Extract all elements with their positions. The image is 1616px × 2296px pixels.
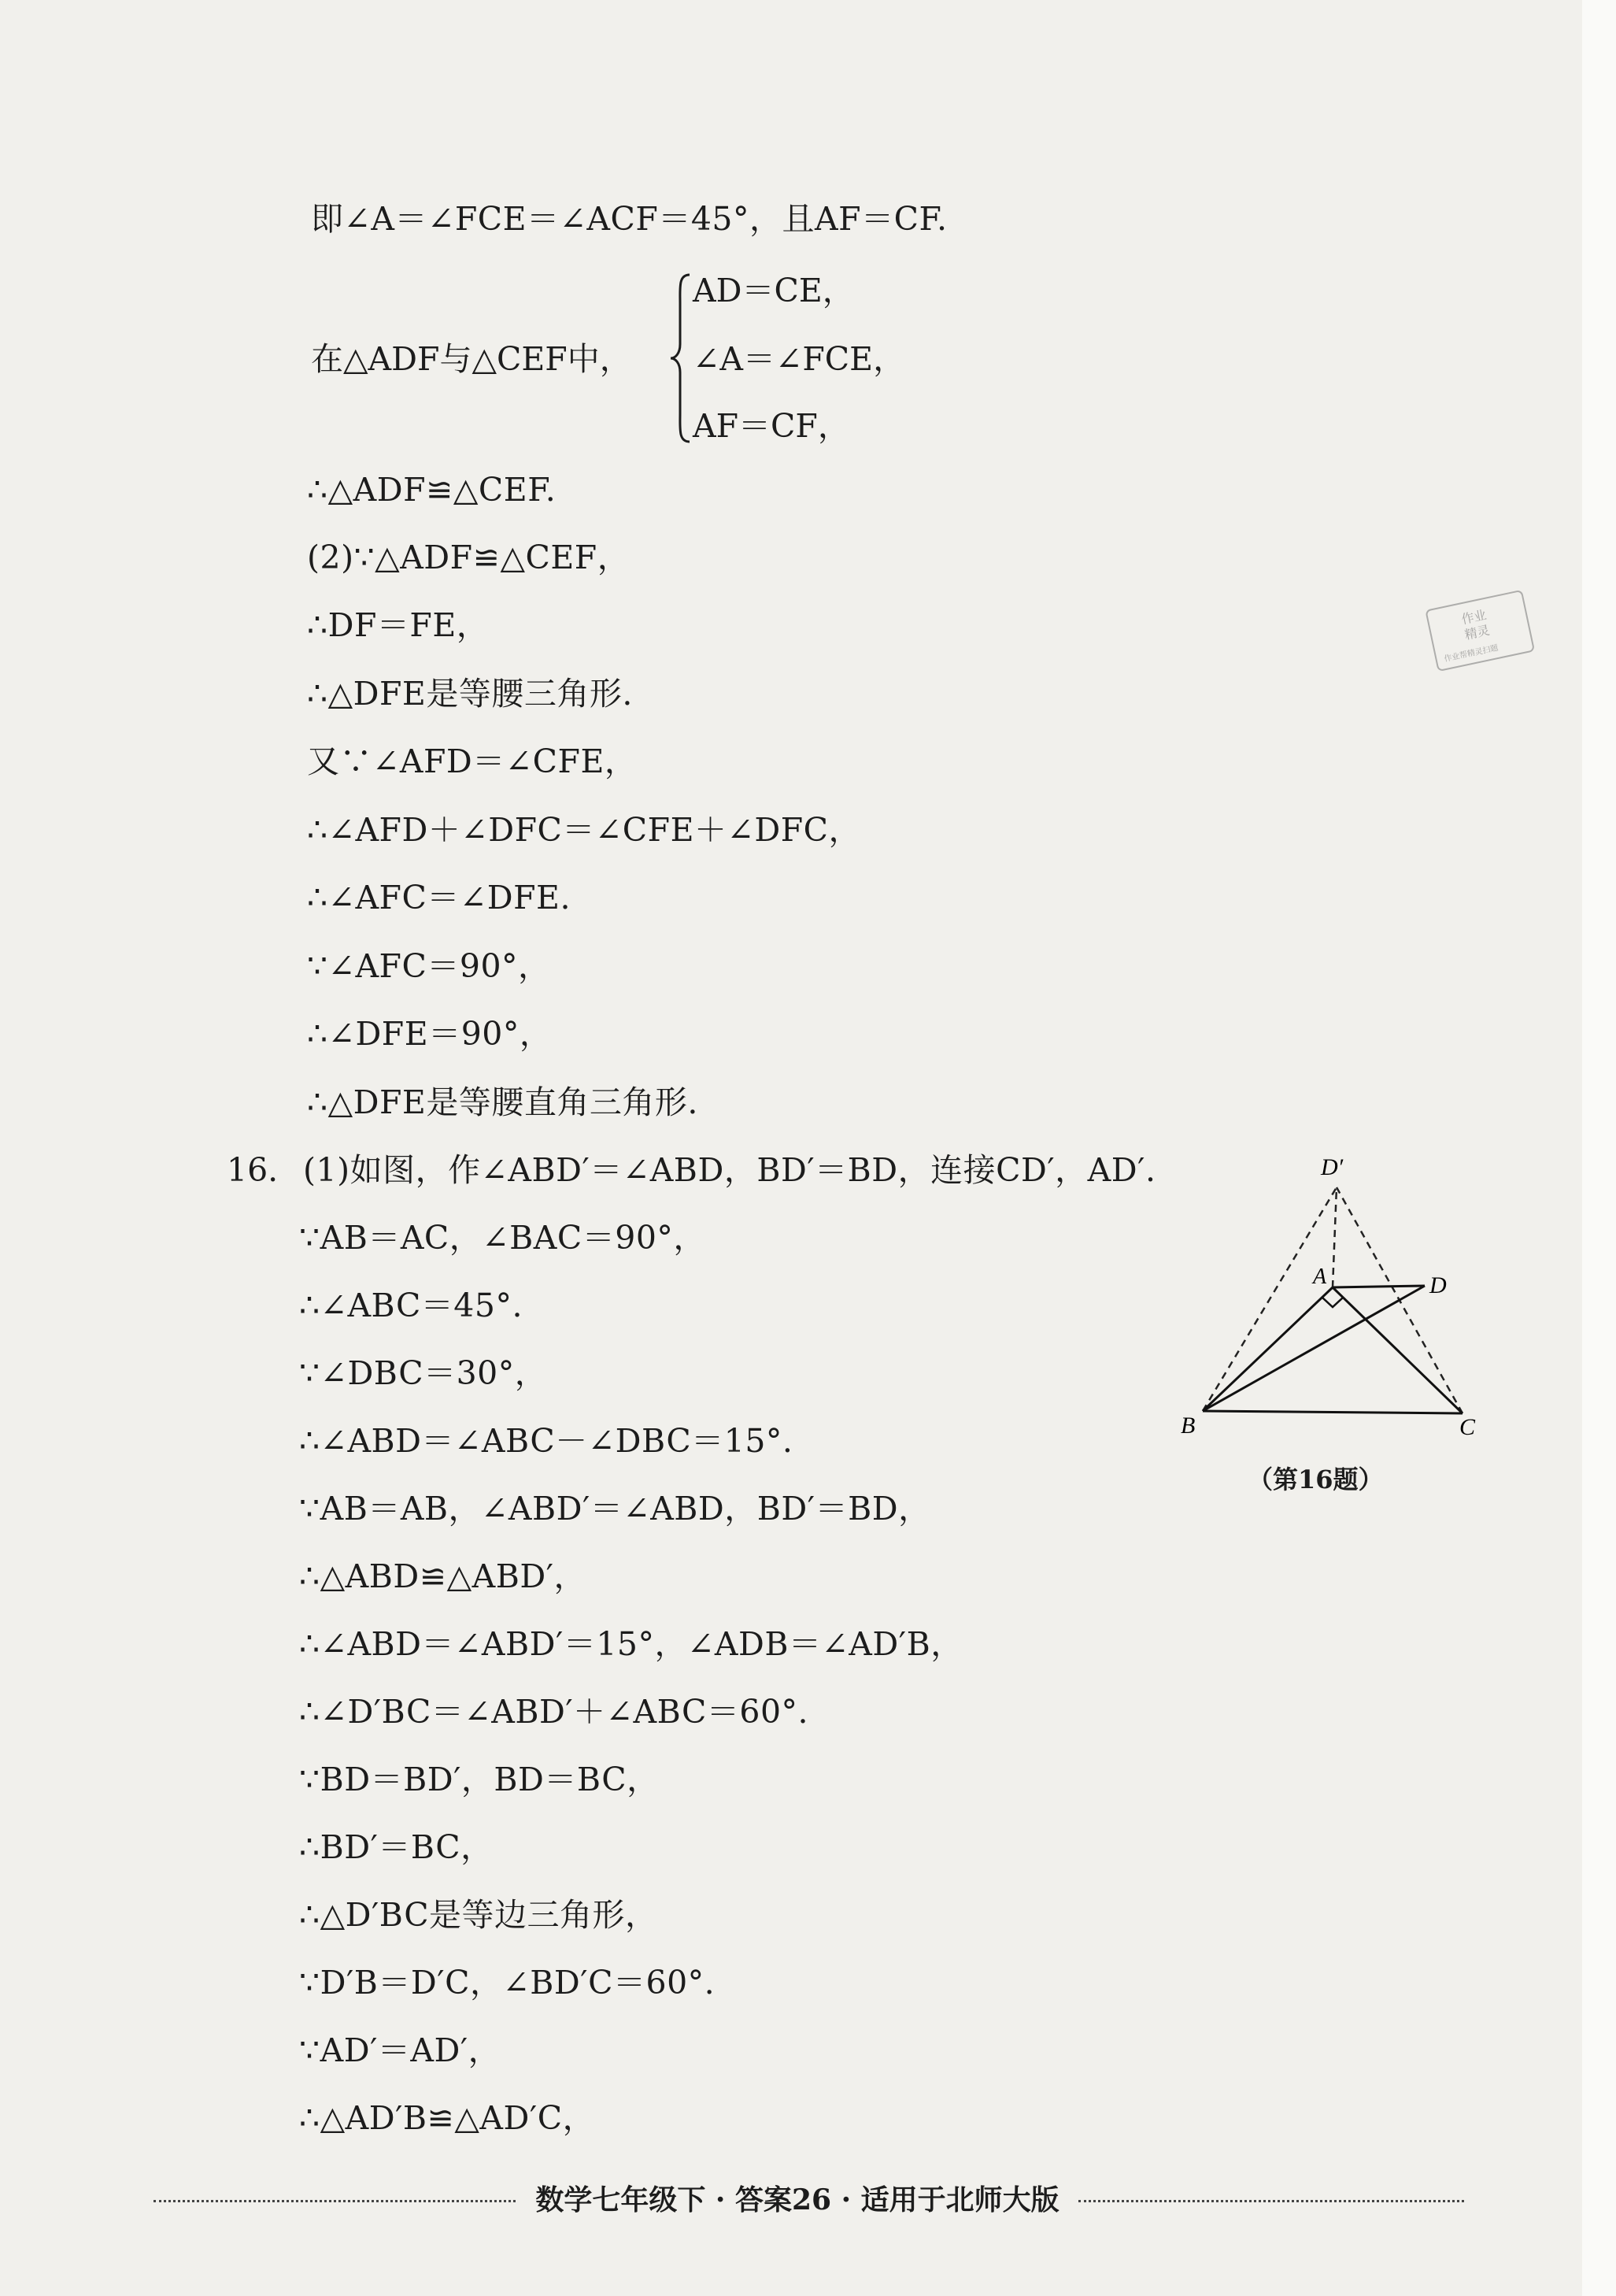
- text-line: ∵D′B＝D′C，∠BD′C＝60°.: [299, 1964, 716, 2002]
- label-Dprime: D′: [1321, 1157, 1344, 1180]
- segment-AC: [1333, 1287, 1463, 1413]
- text-line: ∴∠AFC＝∠DFE.: [307, 879, 571, 917]
- segment-AD: [1333, 1286, 1425, 1287]
- figure-caption: （第16题）: [1248, 1465, 1384, 1494]
- text-line: 又∵∠AFD＝∠CFE，: [307, 742, 638, 780]
- text-line: ∴BD′＝BC，: [299, 1828, 494, 1866]
- text-line: 即∠A＝∠FCE＝∠ACF＝45°，且AF＝CF.: [311, 200, 948, 238]
- text-line: ∵AD′＝AD′，: [299, 2031, 501, 2069]
- label-C: C: [1459, 1414, 1476, 1440]
- equation-system: [311, 264, 941, 453]
- page-footer: 数学七年级下 · 答案26 · 适用于北师大版: [535, 2183, 1059, 2216]
- text-line: ∵AB＝AB，∠ABD′＝∠ABD，BD′＝BD，: [299, 1490, 931, 1528]
- segment-BC: [1203, 1411, 1463, 1413]
- text-line: ∴△DFE是等腰直角三角形.: [307, 1083, 698, 1121]
- segment-ADprime: [1333, 1187, 1337, 1287]
- system-lead: 在△ADF与△CEF中，: [311, 340, 632, 378]
- left-brace-icon: [669, 272, 693, 445]
- text-line: ∴△AD′B≌△AD′C，: [299, 2099, 596, 2137]
- footer-divider-right: [1078, 2200, 1464, 2202]
- text-line: ∴DF＝FE，: [307, 606, 490, 644]
- system-item: AF＝CF，: [693, 407, 850, 445]
- page-edge: [1582, 0, 1616, 2296]
- text-line: ∴∠DFE＝90°，: [307, 1015, 553, 1053]
- text-line: ∵∠AFC＝90°，: [307, 947, 551, 985]
- text-line: (1)如图，作∠ABD′＝∠ABD，BD′＝BD，连接CD′，AD′.: [303, 1151, 1156, 1189]
- text-line: ∵∠DBC＝30°，: [299, 1354, 548, 1392]
- text-line: ∵BD＝BD′，BD＝BC，: [299, 1761, 660, 1798]
- label-D: D: [1429, 1272, 1447, 1298]
- svg-text:作业帮精灵扫题: 作业帮精灵扫题: [1443, 643, 1500, 665]
- geometry-figure: [1165, 1157, 1496, 1488]
- text-line: ∴∠ABD＝∠ABD′＝15°，∠ADB＝∠AD′B，: [299, 1625, 963, 1663]
- text-line: ∴△ABD≌△ABD′，: [299, 1557, 587, 1595]
- text-line: ∴△ADF≌△CEF.: [307, 471, 557, 509]
- label-B: B: [1181, 1413, 1196, 1439]
- text-line: ∴∠AFD＋∠DFC＝∠CFE＋∠DFC，: [307, 811, 862, 849]
- label-A: A: [1313, 1265, 1327, 1289]
- segment-BDprime: [1203, 1187, 1337, 1411]
- svg-text:作业: 作业: [1459, 607, 1488, 628]
- text-line: ∴∠ABD＝∠ABC－∠DBC＝15°.: [299, 1422, 793, 1460]
- system-item: AD＝CE，: [693, 272, 855, 309]
- text-line: (2)∵△ADF≌△CEF，: [307, 539, 630, 576]
- system-item: ∠A＝∠FCE，: [693, 340, 906, 378]
- text-line: ∴∠ABC＝45°.: [299, 1287, 523, 1324]
- svg-text:精灵: 精灵: [1463, 622, 1492, 643]
- text-line: ∴△DFE是等腰三角形.: [307, 675, 633, 713]
- text-line: ∴∠D′BC＝∠ABD′＋∠ABC＝60°.: [299, 1693, 809, 1731]
- right-angle-mark: [1322, 1298, 1343, 1307]
- text-line: ∴△D′BC是等边三角形，: [299, 1896, 658, 1934]
- watermark-stamp-icon: [1417, 583, 1543, 677]
- footer-divider-left: [153, 2200, 516, 2202]
- question-number: 16.: [227, 1151, 279, 1189]
- text-line: ∵AB＝AC，∠BAC＝90°，: [299, 1219, 706, 1257]
